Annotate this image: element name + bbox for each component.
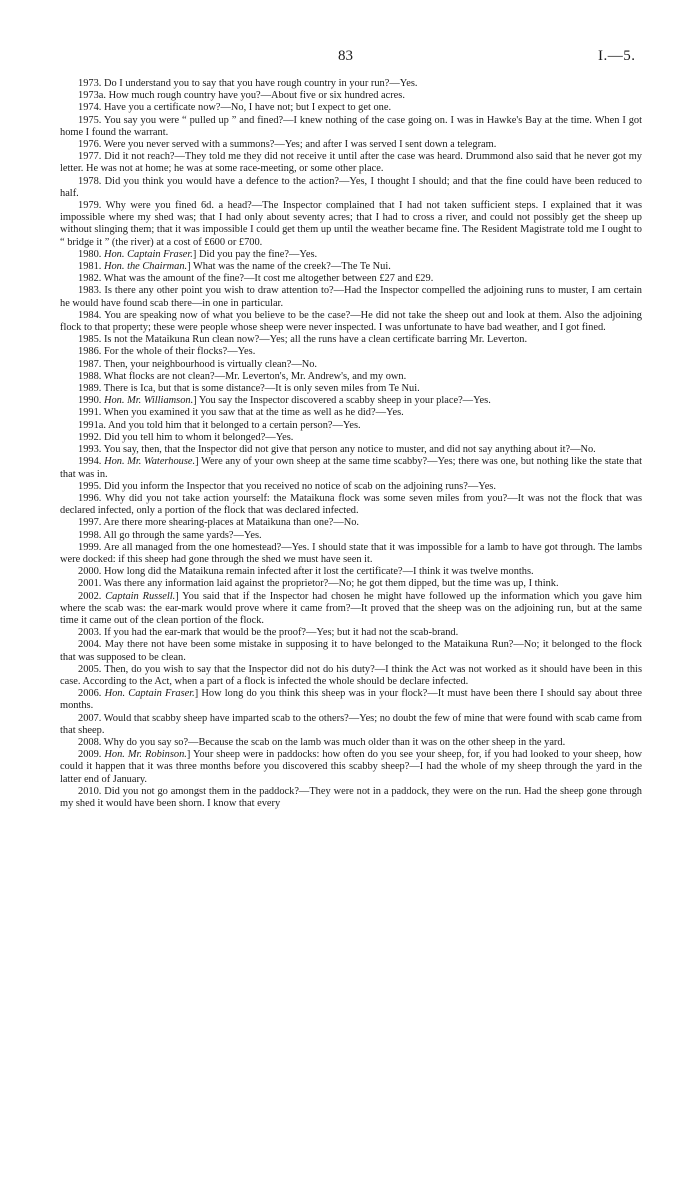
paragraph <box>60 383 642 395</box>
paragraph <box>60 261 642 273</box>
paragraph <box>60 310 642 334</box>
paragraph-text: 1984. You are speaking now of what you believe to be the case?—He did not take the sheep out and look at them. Also the adjoining flock to that property; these were people whose sheep were never inspected. I was unfortunate to have bad weather, and I got fined. <box>60 309 642 334</box>
paragraph-text: ] You said that if the Inspector had chosen he might have followed up the information which you gave him where the scab was: the ear-mark would prove where it came from?—It proved that the sheep was on the adjoining run, but at the same time it came out of the clean portion of the flock. <box>60 590 642 626</box>
paragraph-text: 1978. Did you think you would have a defence to the action?—Yes, I thought I should; and that the fine could have been reduced to half. <box>60 175 642 199</box>
paragraph-text: 2006. <box>78 688 105 700</box>
paragraph-text: 1996. Why did you not take action yourself: the Mataikuna flock was some seven miles from you?—It was not the flock that was declared infected, only a portion of the flock that was declared infected. <box>60 492 642 517</box>
paragraph-text: 1999. Are all managed from the one homestead?—Yes. I should state that it was impossible for a lamb to have got through. The lambs were docked: if this sheep had gone through the shed we must have seen it. <box>60 541 642 565</box>
paragraph <box>60 493 642 517</box>
paragraph <box>60 627 642 639</box>
speaker-name: Hon. the Chairman. <box>103 261 188 273</box>
paragraph-text: 1985. Is not the Mataikuna Run clean now?—Yes; all the runs have a clean certificate barring Mr. Leverton. <box>78 334 528 346</box>
paragraph <box>60 456 642 480</box>
paragraph <box>60 737 642 749</box>
paragraph <box>60 102 642 114</box>
paragraph-text: 1979. Why were you fined 6d. a head?—The Inspector complained that I had not taken sufficient steps. I explained that it was impossible where my shed was; that I had only about seventy acres; that I had to cross a river, and could not possibly get the sheep up without slinging them; that it was impossible I could get them up until the weather became fine. The Resident Magistrate told me I ought to “ bridge it ” (the river) at a cost of £600 or £700. <box>60 200 642 248</box>
paragraph <box>60 334 642 346</box>
paragraph <box>60 139 642 151</box>
paragraph <box>60 591 642 628</box>
page-reference: I.—5. <box>598 48 636 64</box>
paragraph <box>60 530 642 542</box>
paragraph-text: 2009. <box>78 749 105 761</box>
speaker-name: Captain Russell. <box>105 590 176 602</box>
paragraph <box>60 371 642 383</box>
paragraph <box>60 688 642 712</box>
paragraph-text: 1980. <box>78 248 104 260</box>
paragraph-text: 1975. You say you were “ pulled up ” and fined?—I knew nothing of the case going on. I was in Hawke's Bay at the time. When I got home I found the warrant. <box>60 114 642 138</box>
paragraph <box>60 285 642 309</box>
paragraph-text: 1977. Did it not reach?—They told me they did not receive it until after the case was heard. Drummond also said that he never got my letter. He was not at home; he was at some race-meeting, or some other place. <box>60 151 642 175</box>
paragraph-text: 1981. <box>78 261 104 273</box>
paragraph <box>60 346 642 358</box>
document-body <box>60 78 642 810</box>
paragraph <box>60 481 642 493</box>
paragraph <box>60 78 642 90</box>
paragraph <box>60 407 642 419</box>
paragraph <box>60 542 642 566</box>
paragraph-text: 1993. You say, then, that the Inspector did not give that person any notice to muster, and did not say anything about it?—No. <box>78 444 596 456</box>
paragraph <box>60 176 642 200</box>
paragraph-text: ] What was the name of the creek?—The Te Nui. <box>187 261 391 273</box>
paragraph-text: 1997. Are there more shearing-places at Mataikuna than one?—No. <box>78 517 360 529</box>
paragraph <box>60 151 642 175</box>
paragraph <box>60 517 642 529</box>
paragraph-text: 1990. <box>78 395 104 407</box>
paragraph-text: ] Your sheep were in paddocks: how often do you see your sheep, for, if you had looked to your sheep, how could it happen that it was three months before you discovered this scabby sheep?—I had the whole of my sheep through the yard in the latter end of January. <box>60 749 642 785</box>
speaker-name: Hon. Mr. Waterhouse. <box>104 456 196 468</box>
paragraph-text: 1973. Do I understand you to say that you have rough country in your run?—Yes. <box>78 78 418 89</box>
paragraph <box>60 639 642 663</box>
paragraph-text: 1973a. How much rough country have you?—About five or six hundred acres. <box>78 90 405 102</box>
paragraph-text: 1992. Did you tell him to whom it belonged?—Yes. <box>78 431 294 443</box>
speaker-name: Hon. Mr. Robinson. <box>104 749 187 761</box>
paragraph-text: ] You say the Inspector discovered a scabby sheep in your place?—Yes. <box>193 395 491 407</box>
paragraph-text: 2002. <box>78 590 106 602</box>
speaker-name: Hon. Mr. Williamson. <box>103 395 194 407</box>
paragraph <box>60 420 642 432</box>
paragraph-text: 1987. Then, your neighbourhood is virtually clean?—No. <box>78 358 318 370</box>
page-number: 83 <box>338 48 353 64</box>
paragraph-text: 1994. <box>78 456 105 468</box>
paragraph-text: 1998. All go through the same yards?—Yes. <box>78 529 262 541</box>
paragraph-text: 2003. If you had the ear-mark that would be the proof?—Yes; but it had not the scab-brand. <box>78 627 459 639</box>
paragraph <box>60 395 642 407</box>
paragraph-text: 1974. Have you a certificate now?—No, I have not; but I expect to get one. <box>78 102 392 114</box>
paragraph <box>60 713 642 737</box>
paragraph <box>60 90 642 102</box>
paragraph-text: 1982. What was the amount of the fine?—It cost me altogether between £27 and £29. <box>78 273 434 285</box>
paragraph <box>60 444 642 456</box>
speaker-name: Hon. Captain Fraser. <box>104 688 195 700</box>
paragraph-text: 2008. Why do you say so?—Because the scab on the lamb was much older than it was on the other sheep in the yard. <box>78 736 566 748</box>
paragraph-text: 1976. Were you never served with a summons?—Yes; and after I was served I sent down a telegram. <box>78 139 497 151</box>
paragraph-text: ] Were any of your own sheep at the same time scabby?—Yes; there was one, but nothing like the state that that was in. <box>60 456 642 480</box>
paragraph-text: 1989. There is Ica, but that is some distance?—It is only seven miles from Te Nui. <box>78 383 420 395</box>
paragraph-text: 1991a. And you told him that it belonged to a certain person?—Yes. <box>78 419 361 431</box>
paragraph-text: ] Did you pay the fine?—Yes. <box>192 248 318 260</box>
paragraph-text: 2005. Then, do you wish to say that the Inspector did not do his duty?—I think the Act was not worked as it should have been in this case. According to the Act, when a part of a flock is infected the whole should be declare infected. <box>60 663 642 687</box>
paragraph <box>60 786 642 810</box>
paragraph-text: ] How long do you think this sheep was in your flock?—It must have been there I should say about three months. <box>60 688 642 712</box>
paragraph-text: 1991. When you examined it you saw that at the time as well as he did?—Yes. <box>78 407 404 419</box>
paragraph <box>60 249 642 261</box>
paragraph <box>60 359 642 371</box>
paragraph <box>60 578 642 590</box>
paragraph-text: 2004. May there not have been some mistake in supposing it to have belonged to the Mataikuna Run?—No; it belonged to the flock that was supposed to be clean. <box>60 639 642 663</box>
paragraph <box>60 664 642 688</box>
paragraph <box>60 200 642 249</box>
speaker-name: Hon. Captain Fraser. <box>103 248 193 260</box>
paragraph-text: 1988. What flocks are not clean?—Mr. Leverton's, Mr. Andrew's, and my own. <box>78 370 407 382</box>
paragraph <box>60 273 642 285</box>
paragraph <box>60 115 642 139</box>
paragraph-text: 2000. How long did the Mataikuna remain infected after it lost the certificate?—I think it was twelve months. <box>78 566 534 578</box>
paragraph-text: 2010. Did you not go amongst them in the paddock?—They were not in a paddock, they were on the run. Had the sheep gone through my shed it would have been shorn. I know that every <box>60 785 642 809</box>
paragraph-text: 1986. For the whole of their flocks?—Yes. <box>78 346 256 358</box>
paragraph-text: 1995. Did you inform the Inspector that you received no notice of scab on the adjoining runs?—Yes. <box>78 480 496 492</box>
paragraph-text: 2001. Was there any information laid against the proprietor?—No; he got them dipped, but the time was up, I think. <box>78 578 559 590</box>
paragraph <box>60 749 642 786</box>
paragraph-text: 1983. Is there any other point you wish to draw attention to?—Had the Inspector compelled the adjoining runs to muster, I am certain he would have found scab there—in one in particular. <box>60 285 642 309</box>
paragraph-text: 2007. Would that scabby sheep have imparted scab to the others?—Yes; no doubt the few of mine that were found with scab came from that sheep. <box>60 712 642 736</box>
paragraph <box>60 432 642 444</box>
paragraph <box>60 566 642 578</box>
